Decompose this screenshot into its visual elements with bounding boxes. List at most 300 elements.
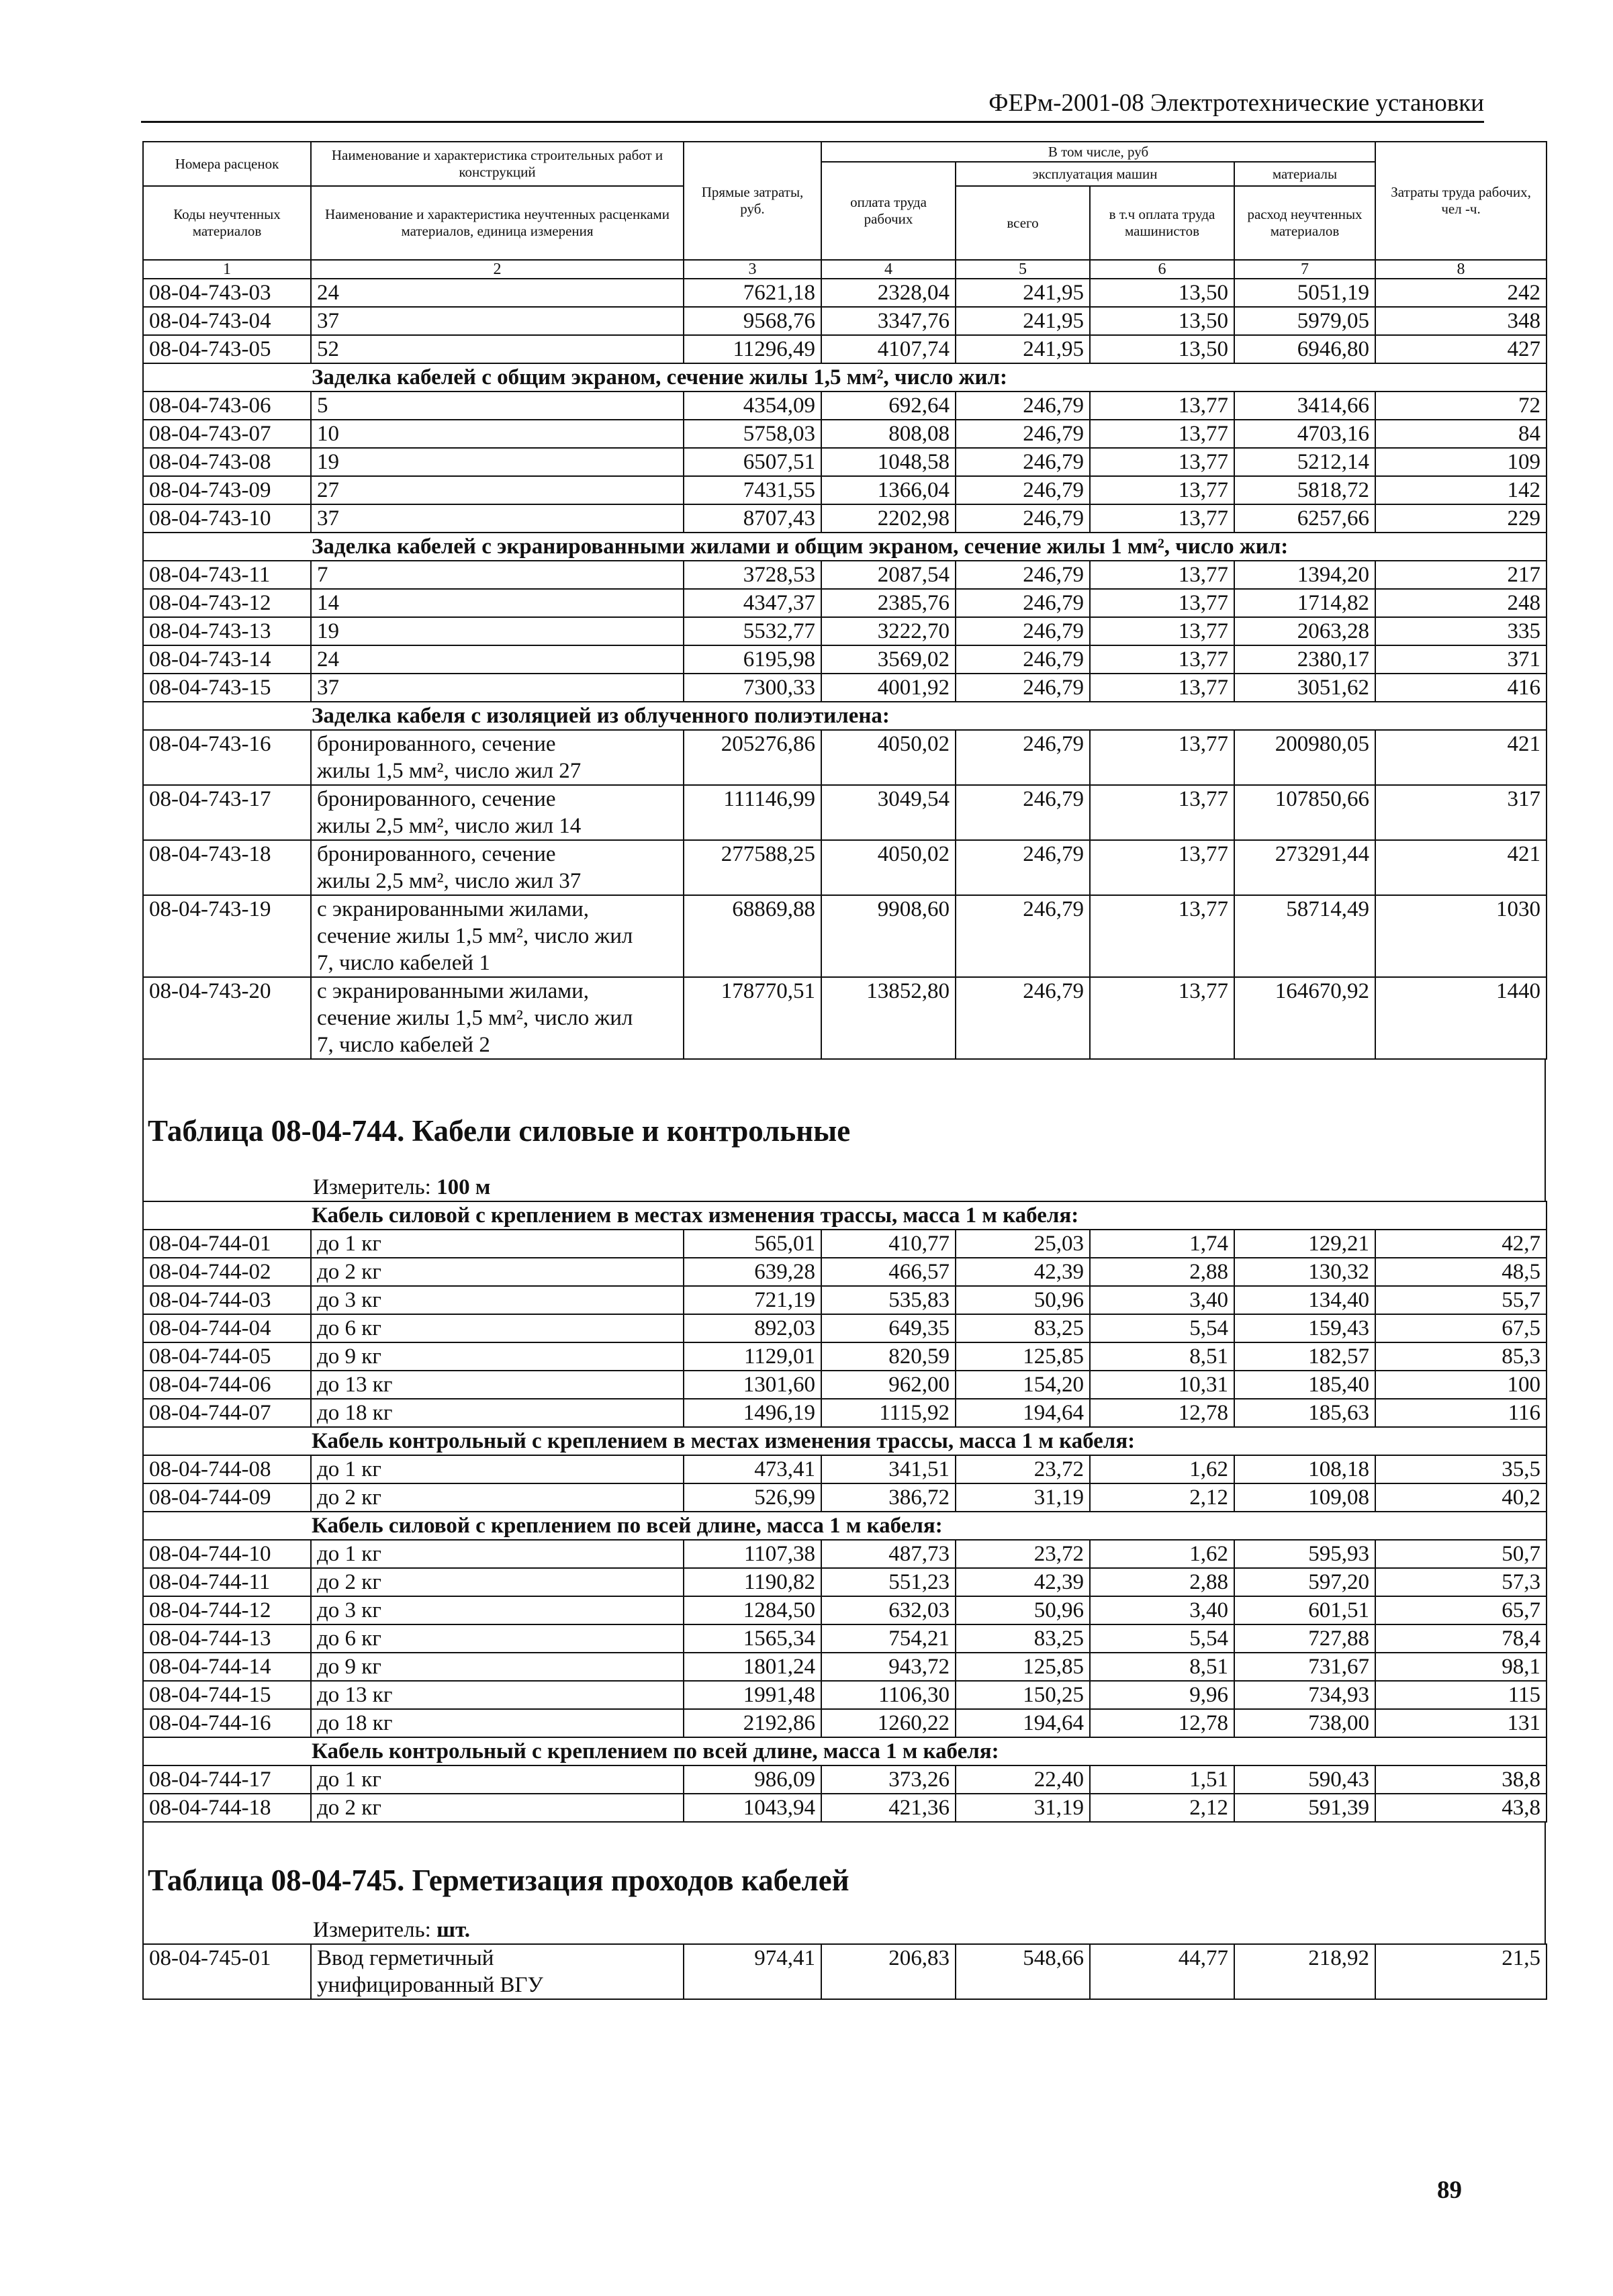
work-description: до 6 кг <box>311 1314 684 1342</box>
section-heading-row <box>143 702 1547 730</box>
machines-total: 548,66 <box>956 1944 1090 1999</box>
labor-hours: 40,2 <box>1375 1483 1547 1512</box>
table-row <box>143 1765 1547 1794</box>
materials-cost: 734,93 <box>1234 1681 1375 1709</box>
direct-costs: 1284,50 <box>684 1596 821 1624</box>
labor-hours: 43,8 <box>1375 1794 1547 1822</box>
labor-pay: 1260,22 <box>821 1709 956 1737</box>
rate-code: 08-04-744-06 <box>143 1371 311 1399</box>
materials-cost: 1394,20 <box>1234 561 1375 589</box>
materials-cost: 185,63 <box>1234 1399 1375 1427</box>
rate-code: 08-04-743-15 <box>143 674 311 702</box>
table-row <box>143 448 1547 476</box>
machines-total: 246,79 <box>956 895 1090 977</box>
column-numbers-row <box>143 260 1547 279</box>
materials-cost: 159,43 <box>1234 1314 1375 1342</box>
measure-value: 100 м <box>436 1175 491 1199</box>
rate-code: 08-04-743-18 <box>143 840 311 895</box>
machines-total: 125,85 <box>956 1653 1090 1681</box>
direct-costs: 6195,98 <box>684 645 821 674</box>
work-description: до 13 кг <box>311 1681 684 1709</box>
work-description: 37 <box>311 504 684 533</box>
work-description: до 6 кг <box>311 1624 684 1653</box>
direct-costs: 3728,53 <box>684 561 821 589</box>
direct-costs: 8707,43 <box>684 504 821 533</box>
machines-total: 246,79 <box>956 730 1090 785</box>
rate-code: 08-04-743-20 <box>143 977 311 1059</box>
direct-costs: 277588,25 <box>684 840 821 895</box>
work-description: 37 <box>311 674 684 702</box>
machinists-pay: 12,78 <box>1090 1399 1234 1427</box>
labor-pay: 1106,30 <box>821 1681 956 1709</box>
table-row <box>143 1568 1547 1596</box>
work-description: до 9 кг <box>311 1342 684 1371</box>
labor-pay: 386,72 <box>821 1483 956 1512</box>
table-row <box>143 392 1547 420</box>
table-row <box>143 1681 1547 1709</box>
work-description: до 9 кг <box>311 1653 684 1681</box>
rate-code: 08-04-743-06 <box>143 392 311 420</box>
direct-costs: 892,03 <box>684 1314 821 1342</box>
labor-hours: 21,5 <box>1375 1944 1547 1999</box>
materials-cost: 134,40 <box>1234 1286 1375 1314</box>
work-description: 52 <box>311 335 684 363</box>
machinists-pay: 13,50 <box>1090 279 1234 307</box>
machines-total: 42,39 <box>956 1568 1090 1596</box>
machinists-pay: 13,77 <box>1090 392 1234 420</box>
labor-hours: 335 <box>1375 617 1547 645</box>
section-heading-row <box>143 1201 1547 1230</box>
rate-code: 08-04-743-14 <box>143 645 311 674</box>
table-row <box>143 785 1547 840</box>
rate-code: 08-04-744-10 <box>143 1540 311 1568</box>
labor-pay: 649,35 <box>821 1314 956 1342</box>
col-labor-costs: Затраты труда рабочих, чел -ч. <box>1375 142 1547 260</box>
machinists-pay: 13,77 <box>1090 895 1234 977</box>
machinists-pay: 3,40 <box>1090 1286 1234 1314</box>
materials-cost: 738,00 <box>1234 1709 1375 1737</box>
machines-total: 23,72 <box>956 1540 1090 1568</box>
machines-total: 150,25 <box>956 1681 1090 1709</box>
rate-code: 08-04-744-08 <box>143 1455 311 1483</box>
machines-total: 246,79 <box>956 674 1090 702</box>
rate-code: 08-04-744-04 <box>143 1314 311 1342</box>
rate-code: 08-04-743-11 <box>143 561 311 589</box>
direct-costs: 5758,03 <box>684 420 821 448</box>
labor-hours: 317 <box>1375 785 1547 840</box>
materials-cost: 164670,92 <box>1234 977 1375 1059</box>
section-heading-row <box>143 1427 1547 1455</box>
labor-hours: 50,7 <box>1375 1540 1547 1568</box>
table-745-title: Таблица 08-04-745. Герметизация проходов кабелей <box>142 1849 1546 1917</box>
direct-costs: 1129,01 <box>684 1342 821 1371</box>
work-description: до 18 кг <box>311 1709 684 1737</box>
labor-pay: 962,00 <box>821 1371 956 1399</box>
labor-hours: 421 <box>1375 840 1547 895</box>
machines-total: 246,79 <box>956 504 1090 533</box>
labor-pay: 421,36 <box>821 1794 956 1822</box>
labor-hours: 416 <box>1375 674 1547 702</box>
machines-total: 246,79 <box>956 392 1090 420</box>
machines-total: 246,79 <box>956 589 1090 617</box>
rate-code: 08-04-743-10 <box>143 504 311 533</box>
table-row <box>143 1286 1547 1314</box>
machinists-pay: 8,51 <box>1090 1342 1234 1371</box>
labor-pay: 943,72 <box>821 1653 956 1681</box>
direct-costs: 1190,82 <box>684 1568 821 1596</box>
section-heading-row <box>143 363 1547 392</box>
col-work-name: Наименование и характеристика строительных работ и конструкций <box>311 142 684 186</box>
materials-cost: 597,20 <box>1234 1568 1375 1596</box>
table-row <box>143 1455 1547 1483</box>
work-description: с экранированными жилами, сечение жилы 1,5 мм², число жил 7, число кабелей 1 <box>311 895 684 977</box>
machines-total: 31,19 <box>956 1483 1090 1512</box>
direct-costs: 1565,34 <box>684 1624 821 1653</box>
machinists-pay: 13,77 <box>1090 645 1234 674</box>
labor-pay: 632,03 <box>821 1596 956 1624</box>
direct-costs: 1043,94 <box>684 1794 821 1822</box>
labor-hours: 217 <box>1375 561 1547 589</box>
machinists-pay: 13,77 <box>1090 589 1234 617</box>
table-745 <box>142 1943 1547 2000</box>
direct-costs: 7431,55 <box>684 476 821 504</box>
table-row <box>143 1709 1547 1737</box>
rate-code: 08-04-744-13 <box>143 1624 311 1653</box>
machines-total: 22,40 <box>956 1765 1090 1794</box>
table-row <box>143 589 1547 617</box>
machinists-pay: 2,12 <box>1090 1794 1234 1822</box>
table-row <box>143 504 1547 533</box>
labor-pay: 2087,54 <box>821 561 956 589</box>
labor-hours: 131 <box>1375 1709 1547 1737</box>
work-description: бронированного, сечение жилы 2,5 мм², число жил 37 <box>311 840 684 895</box>
labor-hours: 348 <box>1375 307 1547 335</box>
labor-hours: 67,5 <box>1375 1314 1547 1342</box>
work-description: 27 <box>311 476 684 504</box>
machinists-pay: 13,77 <box>1090 617 1234 645</box>
machines-total: 83,25 <box>956 1624 1090 1653</box>
labor-hours: 371 <box>1375 645 1547 674</box>
machinists-pay: 5,54 <box>1090 1314 1234 1342</box>
col-number: 7 <box>1234 260 1375 279</box>
direct-costs: 205276,86 <box>684 730 821 785</box>
rate-code: 08-04-744-16 <box>143 1709 311 1737</box>
labor-pay: 754,21 <box>821 1624 956 1653</box>
machinists-pay: 44,77 <box>1090 1944 1234 1999</box>
labor-pay: 820,59 <box>821 1342 956 1371</box>
rate-code: 08-04-743-03 <box>143 279 311 307</box>
work-description: до 13 кг <box>311 1371 684 1399</box>
labor-pay: 4001,92 <box>821 674 956 702</box>
rate-code: 08-04-743-12 <box>143 589 311 617</box>
labor-pay: 551,23 <box>821 1568 956 1596</box>
machinists-pay: 13,77 <box>1090 840 1234 895</box>
materials-cost: 601,51 <box>1234 1596 1375 1624</box>
rate-code: 08-04-744-02 <box>143 1258 311 1286</box>
rate-code: 08-04-744-15 <box>143 1681 311 1709</box>
table-row <box>143 1596 1547 1624</box>
table-row <box>143 1230 1547 1258</box>
page-header <box>141 86 1484 123</box>
work-description: 24 <box>311 645 684 674</box>
table-row <box>143 476 1547 504</box>
work-description: до 3 кг <box>311 1286 684 1314</box>
col-materials-consumption: расход неучтенных материалов <box>1234 186 1375 260</box>
rate-code: 08-04-744-11 <box>143 1568 311 1596</box>
section-heading-row <box>143 1737 1547 1765</box>
table-row <box>143 1483 1547 1512</box>
machines-total: 194,64 <box>956 1399 1090 1427</box>
machines-total: 194,64 <box>956 1709 1090 1737</box>
col-machines-total: всего <box>956 186 1090 260</box>
labor-pay: 3222,70 <box>821 617 956 645</box>
direct-costs: 7621,18 <box>684 279 821 307</box>
col-labor-pay: оплата труда рабочих <box>821 162 956 260</box>
table-row <box>143 561 1547 589</box>
machines-total: 31,19 <box>956 1794 1090 1822</box>
rate-code: 08-04-744-12 <box>143 1596 311 1624</box>
machines-total: 246,79 <box>956 785 1090 840</box>
labor-pay: 535,83 <box>821 1286 956 1314</box>
rate-code: 08-04-743-08 <box>143 448 311 476</box>
table-745-measure <box>142 1917 1546 1943</box>
machinists-pay: 1,74 <box>1090 1230 1234 1258</box>
machinists-pay: 13,77 <box>1090 476 1234 504</box>
section-heading: Заделка кабелей с экранированными жилами и общим экраном, сечение жилы 1 мм², число жил: <box>143 533 1547 561</box>
table-row <box>143 617 1547 645</box>
table-row <box>143 1624 1547 1653</box>
machinists-pay: 1,62 <box>1090 1540 1234 1568</box>
section-heading: Заделка кабеля с изоляцией из облученного полиэтилена: <box>143 702 1547 730</box>
labor-hours: 48,5 <box>1375 1258 1547 1286</box>
materials-cost: 4703,16 <box>1234 420 1375 448</box>
labor-hours: 42,7 <box>1375 1230 1547 1258</box>
section-heading-row <box>143 1512 1547 1540</box>
machinists-pay: 8,51 <box>1090 1653 1234 1681</box>
labor-hours: 98,1 <box>1375 1653 1547 1681</box>
table-744-title: Таблица 08-04-744. Кабели силовые и контрольные <box>142 1100 1546 1174</box>
materials-cost: 591,39 <box>1234 1794 1375 1822</box>
materials-cost: 1714,82 <box>1234 589 1375 617</box>
labor-pay: 2385,76 <box>821 589 956 617</box>
labor-hours: 242 <box>1375 279 1547 307</box>
machines-total: 50,96 <box>956 1286 1090 1314</box>
measure-label: Измеритель: <box>313 1918 431 1942</box>
machines-total: 246,79 <box>956 977 1090 1059</box>
work-description: 5 <box>311 392 684 420</box>
table-row <box>143 1944 1547 1999</box>
document-title: ФЕРм-2001-08 Электротехнические установки <box>988 89 1484 117</box>
labor-hours: 116 <box>1375 1399 1547 1427</box>
section-heading: Кабель силовой с креплением в местах изменения трассы, масса 1 м кабеля: <box>143 1201 1547 1230</box>
table-744-measure <box>142 1174 1546 1201</box>
work-description: до 2 кг <box>311 1568 684 1596</box>
work-description: 19 <box>311 617 684 645</box>
machinists-pay: 2,88 <box>1090 1568 1234 1596</box>
col-number: 4 <box>821 260 956 279</box>
machines-total: 246,79 <box>956 448 1090 476</box>
machinists-pay: 1,51 <box>1090 1765 1234 1794</box>
table-744 <box>142 1201 1547 1823</box>
machines-total: 246,79 <box>956 645 1090 674</box>
materials-cost: 185,40 <box>1234 1371 1375 1399</box>
labor-pay: 4050,02 <box>821 840 956 895</box>
materials-cost: 107850,66 <box>1234 785 1375 840</box>
materials-cost: 3051,62 <box>1234 674 1375 702</box>
machinists-pay: 2,88 <box>1090 1258 1234 1286</box>
machines-total: 125,85 <box>956 1342 1090 1371</box>
labor-pay: 4050,02 <box>821 730 956 785</box>
labor-pay: 1366,04 <box>821 476 956 504</box>
direct-costs: 1991,48 <box>684 1681 821 1709</box>
direct-costs: 68869,88 <box>684 895 821 977</box>
labor-hours: 78,4 <box>1375 1624 1547 1653</box>
labor-hours: 427 <box>1375 335 1547 363</box>
labor-pay: 1115,92 <box>821 1399 956 1427</box>
work-description: до 18 кг <box>311 1399 684 1427</box>
materials-cost: 6946,80 <box>1234 335 1375 363</box>
table-744-body <box>143 1201 1547 1822</box>
table-row <box>143 645 1547 674</box>
work-description: 14 <box>311 589 684 617</box>
col-rate-number: Номера расценок <box>143 142 311 186</box>
section-heading-row <box>143 533 1547 561</box>
col-number: 1 <box>143 260 311 279</box>
materials-cost: 2380,17 <box>1234 645 1375 674</box>
section-heading: Кабель контрольный с креплением в местах изменения трассы, масса 1 м кабеля: <box>143 1427 1547 1455</box>
work-description: 37 <box>311 307 684 335</box>
direct-costs: 1801,24 <box>684 1653 821 1681</box>
machines-total: 154,20 <box>956 1371 1090 1399</box>
labor-hours: 142 <box>1375 476 1547 504</box>
materials-cost: 108,18 <box>1234 1455 1375 1483</box>
labor-pay: 4107,74 <box>821 335 956 363</box>
work-description: до 2 кг <box>311 1794 684 1822</box>
direct-costs: 565,01 <box>684 1230 821 1258</box>
machines-total: 246,79 <box>956 420 1090 448</box>
page-number: 89 <box>1437 2176 1462 2204</box>
materials-cost: 727,88 <box>1234 1624 1375 1653</box>
labor-hours: 109 <box>1375 448 1547 476</box>
materials-cost: 182,57 <box>1234 1342 1375 1371</box>
direct-costs: 6507,51 <box>684 448 821 476</box>
work-description: с экранированными жилами, сечение жилы 1,5 мм², число жил 7, число кабелей 2 <box>311 977 684 1059</box>
measure-label: Измеритель: <box>313 1175 431 1199</box>
direct-costs: 639,28 <box>684 1258 821 1286</box>
col-material-names: Наименование и характеристика неучтенных расценками материалов, единица измерения <box>311 186 684 260</box>
labor-hours: 85,3 <box>1375 1342 1547 1371</box>
machinists-pay: 13,77 <box>1090 561 1234 589</box>
work-description: до 3 кг <box>311 1596 684 1624</box>
materials-cost: 2063,28 <box>1234 617 1375 645</box>
machinists-pay: 13,77 <box>1090 420 1234 448</box>
labor-pay: 373,26 <box>821 1765 956 1794</box>
labor-pay: 2328,04 <box>821 279 956 307</box>
machinists-pay: 9,96 <box>1090 1681 1234 1709</box>
labor-pay: 13852,80 <box>821 977 956 1059</box>
labor-pay: 410,77 <box>821 1230 956 1258</box>
col-number: 6 <box>1090 260 1234 279</box>
machines-total: 246,79 <box>956 476 1090 504</box>
col-including: В том числе, руб <box>821 142 1375 162</box>
table-gap <box>142 1060 1546 1100</box>
machines-total: 241,95 <box>956 307 1090 335</box>
direct-costs: 721,19 <box>684 1286 821 1314</box>
machinists-pay: 13,77 <box>1090 977 1234 1059</box>
materials-cost: 5979,05 <box>1234 307 1375 335</box>
labor-hours: 38,8 <box>1375 1765 1547 1794</box>
work-description: бронированного, сечение жилы 2,5 мм², число жил 14 <box>311 785 684 840</box>
labor-pay: 206,83 <box>821 1944 956 1999</box>
table-row <box>143 1314 1547 1342</box>
materials-cost: 130,32 <box>1234 1258 1375 1286</box>
measure-value: шт. <box>436 1918 470 1942</box>
machines-total: 83,25 <box>956 1314 1090 1342</box>
machinists-pay: 3,40 <box>1090 1596 1234 1624</box>
rate-code: 08-04-744-07 <box>143 1399 311 1427</box>
work-description: 19 <box>311 448 684 476</box>
col-machines-incl: в т.ч оплата труда машинистов <box>1090 186 1234 260</box>
machinists-pay: 13,77 <box>1090 504 1234 533</box>
machines-total: 50,96 <box>956 1596 1090 1624</box>
rate-code: 08-04-744-14 <box>143 1653 311 1681</box>
rate-code: 08-04-743-17 <box>143 785 311 840</box>
labor-pay: 692,64 <box>821 392 956 420</box>
section-heading: Кабель силовой с креплением по всей длине, масса 1 м кабеля: <box>143 1512 1547 1540</box>
labor-hours: 72 <box>1375 392 1547 420</box>
direct-costs: 1107,38 <box>684 1540 821 1568</box>
work-description: 7 <box>311 561 684 589</box>
materials-cost: 129,21 <box>1234 1230 1375 1258</box>
col-number: 5 <box>956 260 1090 279</box>
table-row <box>143 1653 1547 1681</box>
col-number: 2 <box>311 260 684 279</box>
work-description: 24 <box>311 279 684 307</box>
table-gap <box>142 1823 1546 1849</box>
labor-hours: 229 <box>1375 504 1547 533</box>
direct-costs: 986,09 <box>684 1765 821 1794</box>
machinists-pay: 13,77 <box>1090 448 1234 476</box>
materials-cost: 731,67 <box>1234 1653 1375 1681</box>
rate-code: 08-04-744-03 <box>143 1286 311 1314</box>
work-description: 10 <box>311 420 684 448</box>
rate-code: 08-04-743-19 <box>143 895 311 977</box>
materials-cost: 595,93 <box>1234 1540 1375 1568</box>
machinists-pay: 13,50 <box>1090 335 1234 363</box>
direct-costs: 974,41 <box>684 1944 821 1999</box>
labor-pay: 3569,02 <box>821 645 956 674</box>
direct-costs: 473,41 <box>684 1455 821 1483</box>
rate-code: 08-04-745-01 <box>143 1944 311 1999</box>
materials-cost: 5051,19 <box>1234 279 1375 307</box>
labor-hours: 65,7 <box>1375 1596 1547 1624</box>
table-row <box>143 1399 1547 1427</box>
rate-code: 08-04-744-01 <box>143 1230 311 1258</box>
col-number: 8 <box>1375 260 1547 279</box>
direct-costs: 4347,37 <box>684 589 821 617</box>
machinists-pay: 13,77 <box>1090 730 1234 785</box>
col-material-codes: Коды неучтенных материалов <box>143 186 311 260</box>
labor-hours: 84 <box>1375 420 1547 448</box>
table-743-body <box>143 260 1547 1059</box>
rates-table-header <box>142 141 1547 1060</box>
col-direct-costs: Прямые затраты, руб. <box>684 142 821 260</box>
section-heading: Кабель контрольный с креплением по всей длине, масса 1 м кабеля: <box>143 1737 1547 1765</box>
labor-pay: 3347,76 <box>821 307 956 335</box>
materials-cost: 218,92 <box>1234 1944 1375 1999</box>
materials-cost: 109,08 <box>1234 1483 1375 1512</box>
machinists-pay: 5,54 <box>1090 1624 1234 1653</box>
